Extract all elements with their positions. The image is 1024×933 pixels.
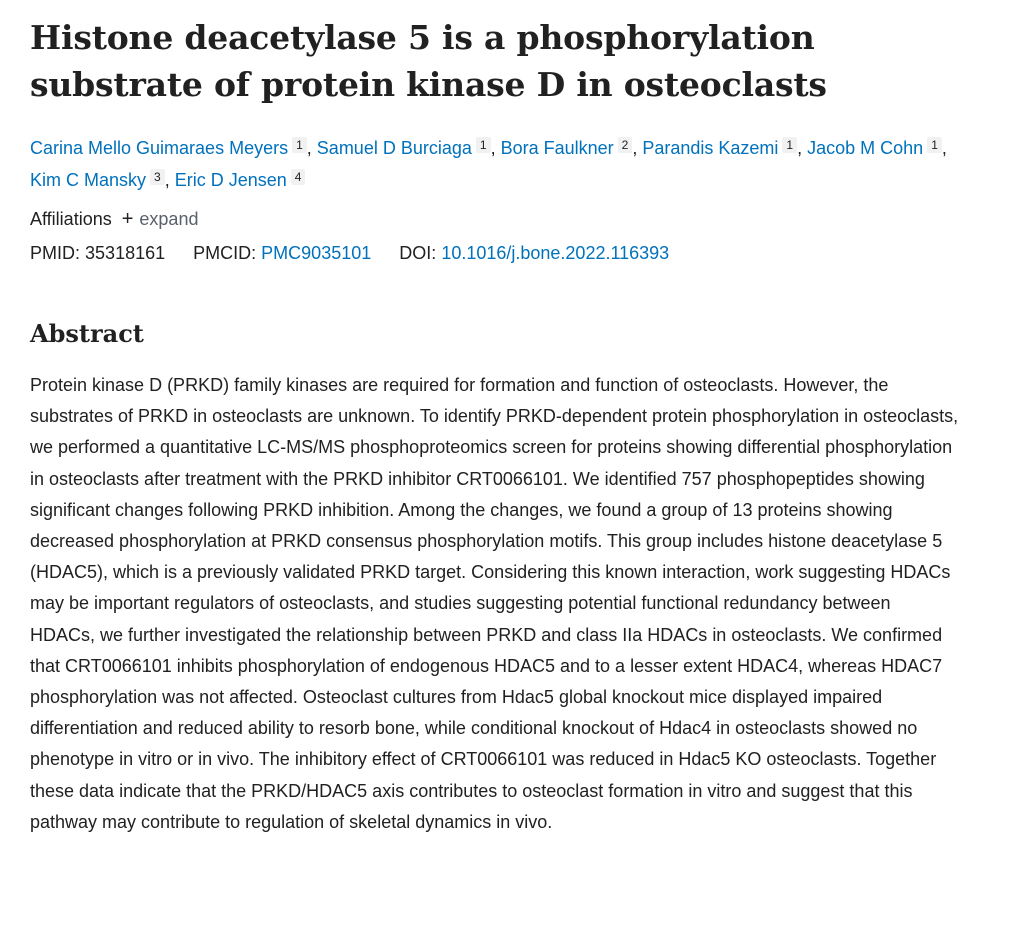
author-item [501, 138, 643, 158]
affiliations-label: Affiliations [30, 209, 112, 229]
author-separator: , [306, 138, 317, 158]
abstract-heading: Abstract [30, 319, 144, 348]
author-link[interactable]: Parandis Kazemi [642, 138, 779, 158]
author-link[interactable]: Kim C Mansky [30, 170, 147, 190]
doi-label: DOI: [399, 243, 437, 263]
author-list [30, 132, 960, 196]
author-item [807, 138, 947, 158]
author-item [175, 170, 306, 190]
affiliation-badge[interactable]: 1 [476, 137, 491, 153]
affiliation-badge[interactable]: 3 [150, 169, 165, 185]
identifiers-row [30, 240, 970, 266]
author-separator: , [490, 138, 501, 158]
pmcid-label: PMCID: [193, 243, 257, 263]
article [30, 0, 970, 838]
doi-link[interactable]: 10.1016/j.bone.2022.116393 [441, 243, 670, 263]
author-item [317, 138, 501, 158]
affiliations-expand-button[interactable] [122, 206, 199, 232]
author-link[interactable]: Samuel D Burciaga [316, 138, 472, 158]
author-separator: , [164, 170, 175, 190]
article-title: Histone deacetylase 5 is a phosphorylation substrate of protein kinase D in osteoclasts [30, 18, 827, 104]
plus-icon: + [121, 208, 134, 230]
author-separator: , [632, 138, 643, 158]
expand-label: expand [139, 209, 199, 229]
abstract-text: Protein kinase D (PRKD) family kinases are required for formation and function of osteoclasts. However, the substrates of PRKD in osteoclasts are unknown. To identify PRKD-dependent protein phosphorylation in osteoclasts, we performed a quantitative LC-MS/MS phosphoproteomics screen for proteins showing differential phosphorylation in osteoclasts after treatment with the PRKD inhibitor CRT0066101. We identified 757 phosphopeptides showing significant changes following PRKD inhibition. Among the changes, we found a group of 13 proteins showing decreased phosphorylation at PRKD consensus phosphorylation motifs. This group includes histone deacetylase 5 (HDAC5), which is a previously validated PRKD target. Considering this known interaction, work suggesting HDACs may be important regulators of osteoclasts, and studies suggesting potential functional redundancy between HDACs, we further investigated the relationship between PRKD and class IIa HDACs in osteoclasts. We confirmed that CRT0066101 inhibits phosphorylation of endogenous HDAC5 and to a lesser extent HDAC4, whereas HDAC7 phosphorylation was not affected. Osteoclast cultures from Hdac5 global knockout mice displayed impaired differentiation and reduced ability to resorb bone, while conditional knockout of Hdac4 in osteoclasts showed no phenotype in vitro or in vivo. The inhibitory effect of CRT0066101 was reduced in Hdac5 KO osteoclasts. Together these data indicate that the PRKD/HDAC5 axis contributes to osteoclast formation in vitro and suggest that this pathway may contribute to regulation of skeletal dynamics in vivo. [30, 375, 959, 832]
author-item [30, 170, 175, 190]
author-separator: , [797, 138, 808, 158]
affiliations-row [30, 206, 970, 232]
author-separator: , [941, 138, 947, 158]
author-link[interactable]: Jacob M Cohn [807, 138, 924, 158]
affiliation-badge[interactable]: 1 [292, 137, 307, 153]
affiliation-badge[interactable]: 4 [291, 169, 306, 185]
pmid-label: PMID: [30, 243, 81, 263]
affiliation-badge[interactable]: 1 [782, 137, 797, 153]
affiliation-badge[interactable]: 2 [618, 137, 633, 153]
author-item [30, 138, 317, 158]
pmid-value: 35318161 [85, 243, 166, 263]
affiliation-badge[interactable]: 1 [927, 137, 942, 153]
author-link[interactable]: Carina Mello Guimaraes Meyers [30, 138, 289, 158]
author-link[interactable]: Eric D Jensen [174, 170, 287, 190]
author-link[interactable]: Bora Faulkner [500, 138, 614, 158]
author-item [642, 138, 807, 158]
pmcid-link[interactable]: PMC9035101 [261, 243, 372, 263]
